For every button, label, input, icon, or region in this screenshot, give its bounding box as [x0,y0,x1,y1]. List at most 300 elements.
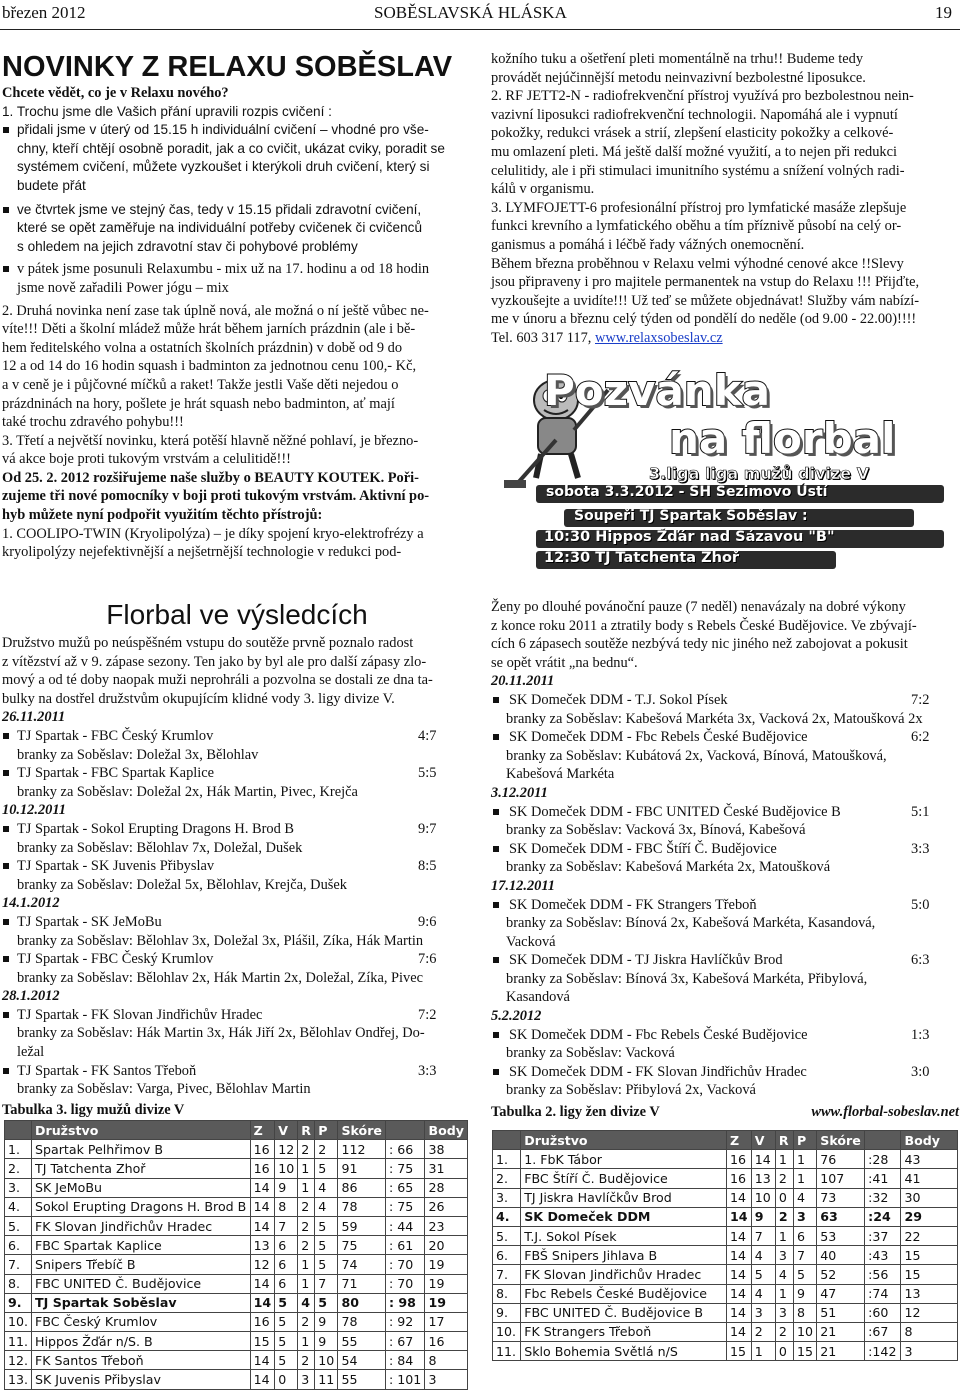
table-cell: 3 [794,1207,817,1226]
text-line: kryolipolýzy nejefektivnější a nejšetrnější technologie v redukci pod- [2,544,402,561]
table-cell: 86 [338,1178,386,1197]
text-line: ve čtvrtek jsme ve stejný čas, tedy v 15.15 přidali zdravotní cvičení, [17,201,422,217]
table-cell: :28 [865,1150,901,1169]
table-cell: 1 [775,1150,793,1169]
table-cell: :37 [865,1226,901,1245]
table-cell: 74 [338,1255,386,1274]
table-cell: 7 [751,1226,775,1245]
table-cell: FBC Štíří Č. Budějovice [521,1169,727,1188]
table-cell: 20 [425,1236,468,1255]
table-cell: 8 [275,1197,298,1216]
table-cell: 71 [338,1274,386,1293]
col-team: Družstvo [32,1121,251,1140]
match-row [491,803,959,822]
col-draws: R [298,1121,315,1140]
page-header [0,0,960,30]
table-cell: 1. [493,1150,521,1169]
table-cell: 0 [775,1342,793,1361]
text-line: bulky na dostřel družstvům okupujícím klidné vody 3. ligy divize V. [2,690,395,707]
florbal-website: www.florbal-sobeslav.net [811,1104,959,1121]
table-row [493,1246,958,1265]
match-row [491,951,959,970]
table-cell: :67 [865,1322,901,1341]
table-row [5,1312,468,1331]
banner-opponents: Soupeři TJ Spartak Soběslav : [574,508,808,524]
match-date: 10.12.2011 [2,802,66,819]
table-cell: 9. [5,1293,32,1312]
goal-scorers: branky za Soběslav: Bělohlav 2x, Hák Martin 2x, Doležal, Zíka, Pivec [17,969,424,986]
table-cell: 13. [5,1370,32,1389]
text-line: hyb můžete nyní podpořit využitím těchto přístrojů: [2,507,323,524]
match-row [2,764,472,783]
match-row [491,728,959,747]
table-cell: 11 [315,1370,338,1389]
table-cell: 41 [901,1169,958,1188]
table2-caption: Tabulka 2. ligy žen divize V [491,1104,660,1121]
table-cell: 14 [726,1265,751,1284]
col-games: Z [726,1131,751,1150]
match-score: 4:7 [418,727,437,744]
table-row [5,1140,468,1159]
relax-beauty-corner [2,469,470,525]
col-score: Skóre [338,1121,386,1140]
table-row [5,1216,468,1235]
table-cell: : 65 [385,1178,425,1197]
table-cell: 5 [275,1351,298,1370]
text-line: Během března proběhnou v Relaxu velmi výhodné cenové akce !!Slevy [491,255,904,272]
table-cell: 1 [298,1178,315,1197]
table3-caption: Tabulka 3. ligy mužů divize V [2,1101,185,1118]
table-cell: 8 [425,1351,468,1370]
table-cell: 15 [794,1342,817,1361]
table-cell: 5 [751,1265,775,1284]
table-cell: 15 [726,1342,751,1361]
text-line: budete přát [17,177,86,193]
text-line: 3. Třetí a největší novinku, která potěší hlavně něžné pohlaví, je březno- [2,432,419,449]
table-cell: 40 [817,1246,865,1265]
table-cell: 2 [298,1236,315,1255]
table-cell: 4 [315,1197,338,1216]
goal-scorers: branky za Soběslav: Vacková 3x, Bínová, Kabešová [506,822,806,839]
table-cell: FBC Český Krumlov [32,1312,251,1331]
table-cell: 43 [901,1150,958,1169]
table-cell: : 66 [385,1140,425,1159]
goal-scorers: branky za Soběslav: Doležal 2x, Hák Martin, Pivec, Krejča [17,783,358,800]
table-cell: 10. [5,1312,32,1331]
table-row [5,1236,468,1255]
table-cell: :43 [865,1246,901,1265]
table-cell: 19 [425,1274,468,1293]
table-cell: 5 [275,1293,298,1312]
match-teams: TJ Spartak - FBC Český Krumlov [17,727,214,744]
table-cell: 2 [298,1197,315,1216]
col-losses: P [794,1131,817,1150]
match-date: 3.12.2011 [491,784,548,801]
text-line: 12 a od 14 do 16 hodin squash i badminton za jednotnou cenu 100,- Kč, [2,358,417,375]
table-cell: : 75 [385,1159,425,1178]
text-line: se opět vrátit „na bednu“. [491,654,638,671]
table-cell: 21 [817,1322,865,1341]
table2-caption-row [491,1103,959,1122]
table-cell: 3. [5,1178,32,1197]
match-score: 5:0 [911,896,930,913]
match-score: 3:3 [911,840,930,857]
match-score: 8:5 [418,858,437,875]
table-cell: 2. [493,1169,521,1188]
text-line: Ženy po dlouhé povánoční pauze (7 neděl) nenavázaly na dobré výkony [491,599,906,615]
table-cell: 7 [794,1246,817,1265]
text-line: ganismus a pomáhá i léčbě řady vážných onemocnění. [491,236,805,253]
table-cell: 3 [775,1246,793,1265]
table-cell: TJ Tatchenta Zhoř [32,1159,251,1178]
table-cell: 15 [901,1246,958,1265]
relax-bullet-1 [2,121,470,195]
table-row [5,1274,468,1293]
table-cell: 3 [775,1303,793,1322]
table-cell: 28 [425,1178,468,1197]
table-cell: 107 [817,1169,865,1188]
table-cell: 14 [726,1207,751,1226]
table-cell: 8. [493,1284,521,1303]
goal-scorers: Kabešová Markéta [506,766,615,783]
table-row [493,1207,958,1226]
table-row [493,1322,958,1341]
relax-p5 [2,525,470,562]
table-row [5,1197,468,1216]
table-cell: 2 [298,1351,315,1370]
text-line: vyzkoušejte a uvidíte!!! Už teď se můžete objednávat! Služby vám nabízí- [491,292,920,309]
table-cell: Hippos Žďár n/S. B [32,1332,251,1351]
table-cell: 2. [5,1159,32,1178]
table-cell: :41 [865,1169,901,1188]
text-line: cích 6 zápasech soutěže nezbývá tedy nic jiného než zabojovat a pokusit [491,636,908,653]
table-row [5,1178,468,1197]
goal-scorers: branky za Soběslav: Bělohlav 3x, Doležal 3x, Plášil, Zíka, Hák Martin [17,932,424,949]
col-score: Skóre [817,1131,865,1150]
goal-scorers: branky za Soběslav: Přibylová 2x, Vacková [506,1082,756,1099]
table-cell: 55 [338,1332,386,1351]
match-score: 9:7 [418,820,437,837]
match-row [2,857,472,876]
relax-bullet-3 [2,260,470,297]
goal-scorers: branky za Soběslav: Kabešová Markéta 3x, Vacková 2x, Matoušková 2x [506,710,923,727]
text-line: také trochu zdravého pohybu!!! [2,414,184,431]
table-cell: SK JeMoBu [32,1178,251,1197]
table-cell: 15 [250,1332,275,1351]
table-row [5,1293,468,1312]
table-cell: 5 [315,1159,338,1178]
table-cell: 10 [315,1351,338,1370]
text-line: prázdninách na hory, pošlete je hrát squash nebo badminton, ať mají [2,395,395,412]
table-cell: 1 [298,1255,315,1274]
table-cell: 2 [315,1140,338,1159]
table-cell: FBC Spartak Kaplice [32,1236,251,1255]
table-cell: 16 [726,1150,751,1169]
text-line: vazivní liposukci radiofrekvenční technologii. Napomáhá ale i vypnutí [491,106,898,123]
table-cell: 5 [275,1312,298,1331]
table-cell: 14 [726,1303,751,1322]
relax-title: NOVINKY Z RELAXU SOBĚSLAV [2,51,453,83]
table-cell: :24 [865,1207,901,1226]
match-score: 5:5 [418,765,437,782]
table-cell: 3 [901,1342,958,1361]
text-line: mu omlazení pleti. Má ještě další možné využití, a to nejen při redukci [491,143,898,160]
goal-scorers: branky za Soběslav: Kabešová Markéta 2x, Matoušková [506,859,831,876]
issue-date: březen 2012 [2,3,86,22]
table-cell: 4 [751,1246,775,1265]
table-cell: 4. [5,1197,32,1216]
table-cell: : 70 [385,1255,425,1274]
table-cell: 0 [275,1370,298,1389]
match-score: 3:3 [418,1062,437,1079]
match-date: 20.11.2011 [491,673,555,690]
text-line: funkci krevního a lymfatického oběhu a tím příznivě působí na celý or- [491,218,902,235]
table-cell: 14 [726,1246,751,1265]
table-row [493,1303,958,1322]
table-cell: 16 [726,1169,751,1188]
table-cell: 38 [425,1140,468,1159]
match-teams: SK Domeček DDM - T.J. Sokol Písek [509,691,728,708]
col-score-against [865,1131,901,1150]
table-cell: 13 [250,1236,275,1255]
table-cell: 10 [275,1159,298,1178]
match-row [491,1026,959,1045]
text-line: v pátek jsme posunuli Relaxumbu - mix už na 17. hodinu a od 18 hodin [17,261,430,278]
text-line: kožního tuku a ošetření pleti momentálně na trhu!! Budeme tedy [491,51,864,67]
banner-title-2: na florbal [669,414,896,463]
table-row [493,1188,958,1207]
match-teams: SK Domeček DDM - FK Strangers Třeboň [509,896,757,913]
match-score: 1:3 [911,1026,930,1043]
table-cell: 31 [425,1159,468,1178]
table-cell: 23 [425,1216,468,1235]
table-cell: 16 [250,1312,275,1331]
table-cell: FBC UNITED Č. Budějovice B [521,1303,727,1322]
text-line: me v únoru a březnu celý týden od pondělí do neděle (od 9.00 - 22.00)!!!! [491,311,917,328]
table-cell: 5 [315,1216,338,1235]
text-line: 3. LYMFOJETT-6 profesionální přístroj pro lymfatické masáže zlepšuje [491,199,907,216]
goal-scorers: branky za Soběslav: Bínová 2x, Kabešová Markéta, Kasandová, [506,915,876,932]
table-cell: 5 [315,1236,338,1255]
table-cell: 5 [794,1265,817,1284]
table-cell: SK Domeček DDM [521,1207,727,1226]
table-cell: 0 [775,1188,793,1207]
table-cell: : 92 [385,1312,425,1331]
table-cell: : 61 [385,1236,425,1255]
table-cell: 2 [775,1322,793,1341]
table-cell: 13 [751,1169,775,1188]
table-cell: 78 [338,1312,386,1331]
match-score: 6:2 [911,729,930,746]
table-cell: 6. [5,1236,32,1255]
table-cell: 59 [338,1216,386,1235]
text-line: zujeme tři nové pomocníky v boji proti tukovým vrstvám. Aktivní po- [2,488,430,505]
florbal-invitation-banner [494,364,960,572]
text-line: a v ceně je i půjčovné míčků a raket! Takže jestli Vaše děti nejedou o [2,376,399,393]
table-cell: 9 [315,1332,338,1351]
table-cell: 16 [250,1140,275,1159]
table-cell: 6 [275,1255,298,1274]
table-row [5,1332,468,1351]
table-cell: 5. [5,1216,32,1235]
table-cell: 7 [315,1274,338,1293]
text-line: 2. RF JETT2-N - radiofrekvenční přístroj využívá pro bezbolestnou nein- [491,88,914,105]
col-losses: P [315,1121,338,1140]
table-cell: 112 [338,1140,386,1159]
col-points: Body [425,1121,468,1140]
match-row [491,691,959,710]
table-cell: 1 [298,1274,315,1293]
table-row [5,1255,468,1274]
text-line: vá akce boje proti tukovým vrstvám a celulitidě!!! [2,451,291,468]
text-line: 2. Druhá novinka není zase tak úplně nová, ale možná o ní ještě vůbec ne- [2,302,429,319]
table-cell: 1 [794,1169,817,1188]
florbal-article [2,598,472,1119]
table-cell: 2 [775,1169,793,1188]
banner-match-2: 12:30 TJ Tatchenta Zhoř [544,550,740,566]
table-cell: 8 [794,1303,817,1322]
table-cell: 1. [5,1140,32,1159]
table-cell: FK Slovan Jindřichův Hradec [32,1216,251,1235]
goal-scorers: branky za Soběslav: Varga, Pivec, Bělohlav Martin [17,1081,311,1098]
table-cell: : 75 [385,1197,425,1216]
table-cell: 10. [493,1322,521,1341]
table-cell: 2 [775,1207,793,1226]
table-cell: FK Slovan Jindřichův Hradec [521,1265,727,1284]
table-cell: 21 [817,1342,865,1361]
table-cell: FK Santos Třeboň [32,1351,251,1370]
table-cell: 9. [493,1303,521,1322]
relax-website-link[interactable]: www.relaxsobeslav.cz [595,329,723,346]
table-cell: 14 [250,1293,275,1312]
relax-p1: 1. Trochu jsme dle Vašich přání upravili rozpis cvičení : [2,103,332,119]
match-teams: TJ Spartak - FK Santos Třeboň [17,1062,197,1079]
table-cell: FBŠ Snipers Jihlava B [521,1246,727,1265]
col-team: Družstvo [521,1131,727,1150]
match-teams: SK Domeček DDM - TJ Jiskra Havlíčkův Brod [509,952,783,969]
table-cell: 5. [493,1226,521,1245]
table-cell: 3 [298,1370,315,1389]
goal-scorers: branky za Soběslav: Kubátová 2x, Vacková, Bínová, Matoušková, [506,747,887,764]
table-row [493,1342,958,1361]
match-score: 7:2 [911,691,930,708]
match-date: 17.12.2011 [491,877,555,894]
table-cell: 3 [425,1370,468,1389]
goal-scorers: branky za Soběslav: Bělohlav 7x, Doležal, Dušek [17,839,303,856]
table-cell: 75 [338,1236,386,1255]
col-draws: R [775,1131,793,1150]
match-row [2,1062,472,1081]
relax-p2 [2,302,470,432]
banner-date: sobota 3.3.2012 - SH Sezimovo Ústí [546,484,828,500]
table-cell: :32 [865,1188,901,1207]
table-cell: :56 [865,1265,901,1284]
text-line: z vítězství až v 9. zápase sezony. Ten jako by byl ale pro další zápasy zlo- [2,653,427,670]
table-row [5,1351,468,1370]
table-cell: T.J. Sokol Písek [521,1226,727,1245]
table-cell: 5 [315,1255,338,1274]
table-cell: 10 [751,1188,775,1207]
table-cell: 1 [298,1159,315,1178]
table-cell: 54 [338,1351,386,1370]
table-cell: 8 [901,1322,958,1341]
table-cell: 14 [726,1322,751,1341]
table-cell: :60 [865,1303,901,1322]
match-date: 26.11.2011 [2,709,66,726]
table-row [493,1169,958,1188]
match-teams: SK Domeček DDM - FBC Štíří Č. Budějovice [509,840,777,857]
relax-bullet-2 [2,201,470,257]
table-cell: 29 [901,1207,958,1226]
col-wins: V [275,1121,298,1140]
table-cell: 6 [794,1226,817,1245]
match-score: 3:0 [911,1063,930,1080]
table-cell: 19 [425,1293,468,1312]
table-cell: 5 [315,1293,338,1312]
table-cell: 9 [751,1207,775,1226]
col-score-against [385,1121,425,1140]
goal-scorers: branky za Soběslav: Bínová 3x, Kabešová Markéta, Přibylová, [506,970,868,987]
match-teams: TJ Spartak - SK JeMoBu [17,913,162,930]
match-score: 5:1 [911,803,930,820]
table-cell: 91 [338,1159,386,1178]
table-cell: 2 [751,1322,775,1341]
table-cell: 14 [751,1150,775,1169]
table-cell: 9 [275,1178,298,1197]
match-date: 5.2.2012 [491,1008,542,1025]
table-cell: 14 [250,1178,275,1197]
table-row [493,1284,958,1303]
women-results [491,672,959,1100]
match-row [491,896,959,915]
table-cell: 11. [5,1332,32,1351]
text-line: které se opět zaměřuje na individuální potřeby cvičenek či cvičenců [17,220,423,236]
col-games: Z [250,1121,275,1140]
relax-subtitle: Chcete vědět, co je v Relaxu nového? [2,85,229,101]
table-cell: 1 [794,1150,817,1169]
table-cell: 12 [275,1140,298,1159]
table-cell: 55 [338,1370,386,1389]
table-cell: 80 [338,1293,386,1312]
table-cell: 4 [298,1293,315,1312]
table-cell: 9 [315,1312,338,1331]
match-date: 14.1.2012 [2,895,60,912]
table-cell: 12 [901,1303,958,1322]
table-cell: 14 [250,1370,275,1389]
table-cell: 15 [901,1265,958,1284]
match-row [2,820,472,839]
table-cell: 6. [493,1246,521,1265]
banner-match-1: 10:30 Hippos Žďár nad Sázavou "B" [544,529,835,545]
table-cell: 4 [775,1265,793,1284]
table-cell: 1 [775,1284,793,1303]
table-cell: 1 [298,1332,315,1351]
match-row [2,1006,472,1025]
col-points: Body [901,1131,958,1150]
table-cell: Fbc Rebels České Budějovice [521,1284,727,1303]
table-cell: 73 [817,1188,865,1207]
table-cell: 1. FbK Tábor [521,1150,727,1169]
table-cell: 76 [817,1150,865,1169]
table-cell: TJ Spartak Soběslav [32,1293,251,1312]
table-cell: 16 [425,1332,468,1351]
table-cell: 14 [726,1226,751,1245]
table-cell: 4 [794,1188,817,1207]
table-cell: 14 [726,1284,751,1303]
table-cell: 63 [817,1207,865,1226]
relax-article [2,50,470,562]
men-results [2,708,472,1098]
